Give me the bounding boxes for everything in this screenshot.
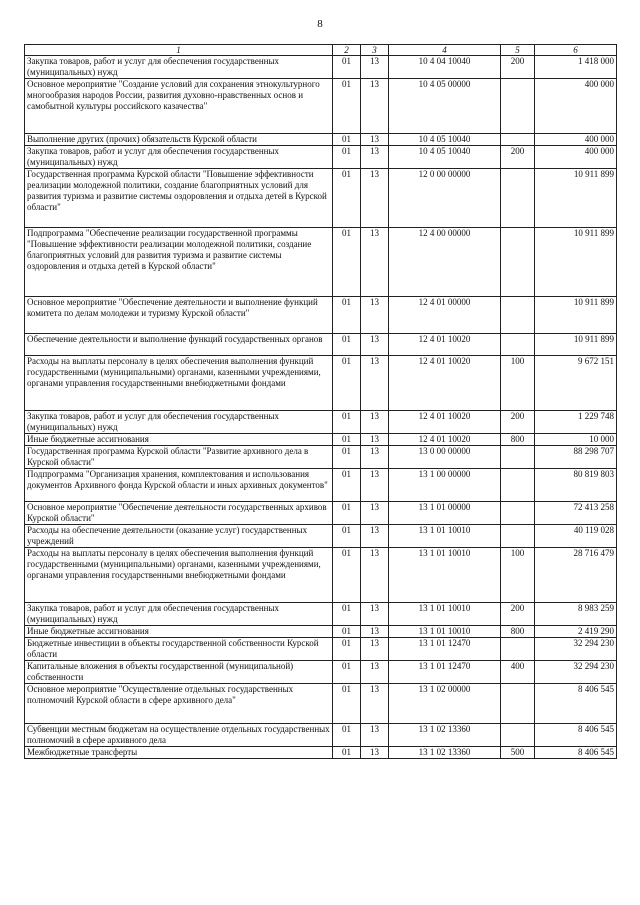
cell-expense-type [501, 169, 535, 228]
cell-name: Закупка товаров, работ и услуг для обеспечения государственных (муниципальных) нужд [25, 146, 333, 169]
cell-subsection: 13 [361, 434, 389, 446]
cell-target-article: 12 4 01 10020 [389, 356, 501, 411]
column-header-subsection: 3 [361, 45, 389, 56]
cell-target-article: 13 1 01 10010 [389, 603, 501, 626]
cell-name: Расходы на выплаты персоналу в целях обеспечения выполнения функций государственными (муниципальными) органами, казенными учреждениями, органами управления государственными внебюджетными фондами [25, 548, 333, 603]
cell-section: 01 [333, 603, 361, 626]
cell-amount: 72 413 258 [535, 502, 617, 525]
table-row [25, 626, 617, 638]
cell-section: 01 [333, 79, 361, 134]
table-row [25, 79, 617, 134]
cell-target-article: 12 4 01 10020 [389, 434, 501, 446]
cell-name: Расходы на выплаты персоналу в целях обеспечения выполнения функций государственными (муниципальными) органами, казенными учреждениями, органами управления государственными внебюджетными фондами [25, 356, 333, 411]
table-row [25, 603, 617, 626]
cell-subsection: 13 [361, 169, 389, 228]
cell-amount: 8 406 545 [535, 684, 617, 724]
cell-section: 01 [333, 434, 361, 446]
cell-section: 01 [333, 626, 361, 638]
cell-section: 01 [333, 169, 361, 228]
cell-name: Основное мероприятие "Осуществление отдельных государственных полномочий Курской области в сфере архивного дела" [25, 684, 333, 724]
cell-expense-type: 500 [501, 747, 535, 759]
cell-expense-type: 800 [501, 434, 535, 446]
cell-subsection: 13 [361, 603, 389, 626]
cell-amount: 10 911 899 [535, 297, 617, 334]
cell-section: 01 [333, 334, 361, 356]
cell-target-article: 12 4 01 00000 [389, 297, 501, 334]
cell-name: Подпрограмма "Обеспечение реализации государственной программы "Повышение эффективности реализации молодежной политики, создание благоприятных условий для развития туризма и развитие системы оздоровления и отдыха детей в Курской области" [25, 228, 333, 297]
cell-expense-type [501, 638, 535, 661]
table-row [25, 334, 617, 356]
cell-amount: 10 911 899 [535, 228, 617, 297]
cell-expense-type [501, 297, 535, 334]
cell-section: 01 [333, 134, 361, 146]
cell-name: Государственная программа Курской области "Развитие архивного дела в Курской области" [25, 446, 333, 469]
cell-section: 01 [333, 469, 361, 502]
cell-section: 01 [333, 548, 361, 603]
cell-amount: 10 911 899 [535, 334, 617, 356]
cell-amount: 8 983 259 [535, 603, 617, 626]
cell-amount: 8 406 545 [535, 747, 617, 759]
table-row [25, 502, 617, 525]
cell-target-article: 10 4 05 10040 [389, 134, 501, 146]
cell-subsection: 13 [361, 146, 389, 169]
cell-amount: 32 294 230 [535, 638, 617, 661]
table-row [25, 356, 617, 411]
cell-section: 01 [333, 146, 361, 169]
cell-section: 01 [333, 356, 361, 411]
cell-target-article: 12 0 00 00000 [389, 169, 501, 228]
cell-amount: 28 716 479 [535, 548, 617, 603]
cell-subsection: 13 [361, 228, 389, 297]
cell-target-article: 13 1 02 00000 [389, 684, 501, 724]
cell-name: Закупка товаров, работ и услуг для обеспечения государственных (муниципальных) нужд [25, 56, 333, 79]
table-row [25, 548, 617, 603]
cell-name: Закупка товаров, работ и услуг для обеспечения государственных (муниципальных) нужд [25, 603, 333, 626]
cell-name: Основное мероприятие "Обеспечение деятельности и выполнение функций комитета по делам молодежи и туризму Курской области" [25, 297, 333, 334]
table-row [25, 169, 617, 228]
cell-expense-type [501, 134, 535, 146]
column-header-name: 1 [25, 45, 333, 56]
cell-name: Основное мероприятие "Создание условий для сохранения этнокультурного многообразия народов России, развития духовно-нравственных основ и самобытной культуры российского казачества" [25, 79, 333, 134]
cell-target-article: 13 1 01 10010 [389, 548, 501, 603]
cell-target-article: 13 1 02 13360 [389, 724, 501, 747]
cell-expense-type [501, 446, 535, 469]
cell-target-article: 12 4 00 00000 [389, 228, 501, 297]
cell-name: Межбюджетные трансферты [25, 747, 333, 759]
cell-subsection: 13 [361, 548, 389, 603]
table-row [25, 297, 617, 334]
cell-name: Субвенции местным бюджетам на осуществление отдельных государственных полномочий в сфере архивного дела [25, 724, 333, 747]
cell-amount: 9 672 151 [535, 356, 617, 411]
cell-name: Выполнение других (прочих) обязательств Курской области [25, 134, 333, 146]
cell-target-article: 10 4 05 10040 [389, 146, 501, 169]
table-row [25, 724, 617, 747]
cell-expense-type [501, 724, 535, 747]
cell-expense-type [501, 79, 535, 134]
cell-target-article: 12 4 01 10020 [389, 411, 501, 434]
cell-amount: 10 911 899 [535, 169, 617, 228]
cell-subsection: 13 [361, 446, 389, 469]
cell-name: Государственная программа Курской области "Повышение эффективности реализации молодежной политики, создание благоприятных условий для развития туризма и развитие системы оздоровления и отдыха детей в Курской области" [25, 169, 333, 228]
cell-name: Расходы на обеспечение деятельности (оказание услуг) государственных учреждений [25, 525, 333, 548]
cell-subsection: 13 [361, 56, 389, 79]
cell-subsection: 13 [361, 356, 389, 411]
cell-expense-type [501, 525, 535, 548]
cell-subsection: 13 [361, 747, 389, 759]
cell-amount: 88 298 707 [535, 446, 617, 469]
cell-section: 01 [333, 684, 361, 724]
cell-target-article: 13 1 01 10010 [389, 525, 501, 548]
cell-subsection: 13 [361, 297, 389, 334]
cell-target-article: 12 4 01 10020 [389, 334, 501, 356]
cell-section: 01 [333, 446, 361, 469]
cell-target-article: 13 0 00 00000 [389, 446, 501, 469]
cell-subsection: 13 [361, 469, 389, 502]
table-header-row [25, 45, 617, 56]
cell-subsection: 13 [361, 525, 389, 548]
table-row [25, 446, 617, 469]
table-row [25, 747, 617, 759]
cell-section: 01 [333, 411, 361, 434]
cell-section: 01 [333, 56, 361, 79]
table-row [25, 434, 617, 446]
table-row [25, 56, 617, 79]
cell-target-article: 10 4 05 00000 [389, 79, 501, 134]
cell-expense-type: 800 [501, 626, 535, 638]
cell-section: 01 [333, 297, 361, 334]
table-row [25, 661, 617, 684]
table-row [25, 525, 617, 548]
cell-expense-type [501, 469, 535, 502]
cell-amount: 400 000 [535, 79, 617, 134]
cell-amount: 2 419 290 [535, 626, 617, 638]
cell-subsection: 13 [361, 724, 389, 747]
cell-section: 01 [333, 724, 361, 747]
table-row [25, 638, 617, 661]
cell-amount: 10 000 [535, 434, 617, 446]
cell-section: 01 [333, 638, 361, 661]
cell-expense-type: 200 [501, 56, 535, 79]
cell-amount: 80 819 803 [535, 469, 617, 502]
cell-expense-type: 200 [501, 411, 535, 434]
cell-expense-type [501, 334, 535, 356]
column-header-target-article: 4 [389, 45, 501, 56]
column-header-expense-type: 5 [501, 45, 535, 56]
cell-name: Бюджетные инвестиции в объекты государственной собственности Курской области [25, 638, 333, 661]
page-number: 8 [317, 18, 323, 30]
cell-name: Обеспечение деятельности и выполнение функций государственных органов [25, 334, 333, 356]
cell-expense-type [501, 684, 535, 724]
cell-name: Подпрограмма "Организация хранения, комплектования и использования документов Архивного фонда Курской области и иных архивных документов" [25, 469, 333, 502]
cell-name: Основное мероприятие "Обеспечение деятельности государственных архивов Курской области" [25, 502, 333, 525]
cell-amount: 32 294 230 [535, 661, 617, 684]
table-row [25, 684, 617, 724]
cell-expense-type: 100 [501, 548, 535, 603]
table-row [25, 411, 617, 434]
cell-amount: 400 000 [535, 146, 617, 169]
cell-target-article: 13 1 01 10010 [389, 626, 501, 638]
column-header-section: 2 [333, 45, 361, 56]
budget-table [24, 44, 617, 759]
cell-expense-type: 200 [501, 146, 535, 169]
cell-name: Иные бюджетные ассигнования [25, 626, 333, 638]
cell-subsection: 13 [361, 502, 389, 525]
cell-section: 01 [333, 502, 361, 525]
cell-subsection: 13 [361, 638, 389, 661]
column-header-amount: 6 [535, 45, 617, 56]
cell-target-article: 13 1 01 12470 [389, 638, 501, 661]
cell-target-article: 13 1 01 12470 [389, 661, 501, 684]
cell-section: 01 [333, 747, 361, 759]
table-row [25, 228, 617, 297]
cell-name: Закупка товаров, работ и услуг для обеспечения государственных (муниципальных) нужд [25, 411, 333, 434]
cell-subsection: 13 [361, 661, 389, 684]
cell-section: 01 [333, 525, 361, 548]
table-row [25, 469, 617, 502]
cell-amount: 1 229 748 [535, 411, 617, 434]
cell-subsection: 13 [361, 334, 389, 356]
table-row [25, 134, 617, 146]
cell-target-article: 13 1 02 13360 [389, 747, 501, 759]
cell-subsection: 13 [361, 626, 389, 638]
cell-expense-type [501, 502, 535, 525]
table-row [25, 146, 617, 169]
cell-name: Иные бюджетные ассигнования [25, 434, 333, 446]
cell-expense-type: 200 [501, 603, 535, 626]
cell-target-article: 10 4 04 10040 [389, 56, 501, 79]
cell-subsection: 13 [361, 411, 389, 434]
cell-expense-type: 100 [501, 356, 535, 411]
cell-subsection: 13 [361, 79, 389, 134]
cell-expense-type: 400 [501, 661, 535, 684]
cell-name: Капитальные вложения в объекты государственной (муниципальной) собственности [25, 661, 333, 684]
cell-subsection: 13 [361, 684, 389, 724]
cell-amount: 8 406 545 [535, 724, 617, 747]
cell-section: 01 [333, 661, 361, 684]
cell-amount: 1 418 000 [535, 56, 617, 79]
cell-target-article: 13 1 01 00000 [389, 502, 501, 525]
cell-subsection: 13 [361, 134, 389, 146]
cell-expense-type [501, 228, 535, 297]
cell-amount: 40 119 028 [535, 525, 617, 548]
cell-section: 01 [333, 228, 361, 297]
cell-amount: 400 000 [535, 134, 617, 146]
cell-target-article: 13 1 00 00000 [389, 469, 501, 502]
